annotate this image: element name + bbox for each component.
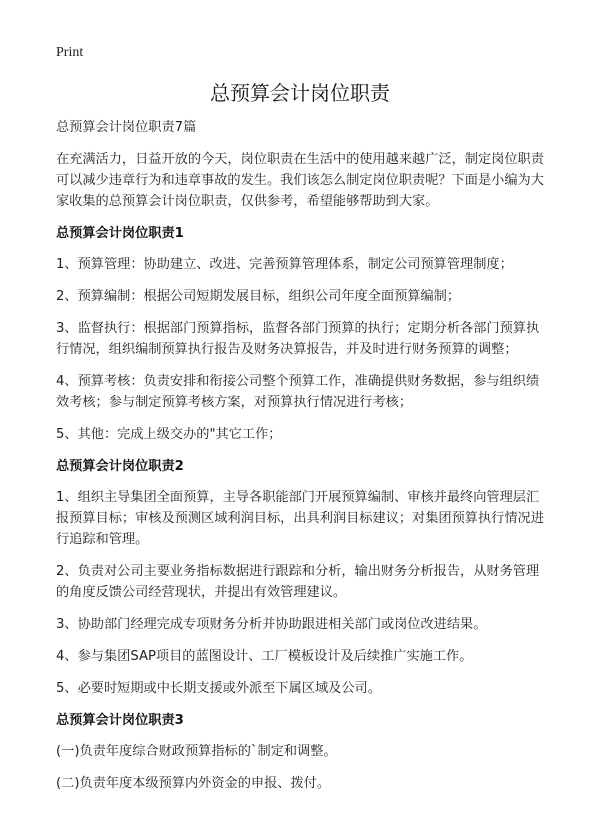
list-item: 1、组织主导集团全面预算，主导各职能部门开展预算编制、审核并最终向管理层汇报预算目标；审核及预测区域利润目标，出具利润目标建议；对集团预算执行情况进行追踪和管理。 [56,490,544,547]
list-item: 4、参与集团SAP项目的蓝图设计、工厂模板设计及后续推广实施工作。 [56,649,473,664]
document-body [56,117,552,805]
section-heading-2: 总预算会计岗位职责2 [56,459,184,474]
list-item: 3、协助部门经理完成专项财务分析并协助跟进相关部门或岗位改进结果。 [56,617,487,632]
section-heading-1: 总预算会计岗位职责1 [56,226,184,241]
list-item: 5、必要时短期或中长期支援或外派至下属区域及公司。 [56,681,381,696]
document-subtitle: 总预算会计岗位职责7篇 [56,120,197,135]
list-item: (一)负责年度综合财政预算指标的`制定和调整。 [56,744,337,759]
section-heading-3: 总预算会计岗位职责3 [56,713,184,728]
list-item: (二)负责年度本级预算内外资金的申报、拨付。 [56,776,331,791]
intro-paragraph: 在充满活力，日益开放的今天，岗位职责在生活中的使用越来越广泛，制定岗位职责可以减少违章行为和违章事故的发生。我们该怎么制定岗位职责呢？下面是小编为大家收集的总预算会计岗位职责，仅供参考，希望能够帮助到大家。 [56,152,544,209]
list-item: 4、预算考核：负责安排和衔接公司整个预算工作，准确提供财务数据，参与组织绩效考核；参与制定预算考核方案，对预算执行情况进行考核； [56,374,540,410]
list-item: 2、预算编制：根据公司短期发展目标，组织公司年度全面预算编制； [56,289,461,304]
page-title: 总预算会计岗位职责 [210,81,390,105]
list-item: 3、监督执行：根据部门预算指标，监督各部门预算的执行；定期分析各部门预算执行情况，组织编制预算执行报告及财务决算报告，并及时进行财务预算的调整； [56,321,540,357]
list-item: 5、其他：完成上级交办的"其它工作； [56,427,282,442]
list-item: 2、负责对公司主要业务指标数据进行跟踪和分析，输出财务分析报告，从财务管理的角度反馈公司经营现状，并提出有效管理建议。 [56,564,540,600]
print-link[interactable]: Print [56,45,84,60]
list-item: 1、预算管理：协助建立、改进、完善预算管理体系，制定公司预算管理制度； [56,257,513,272]
